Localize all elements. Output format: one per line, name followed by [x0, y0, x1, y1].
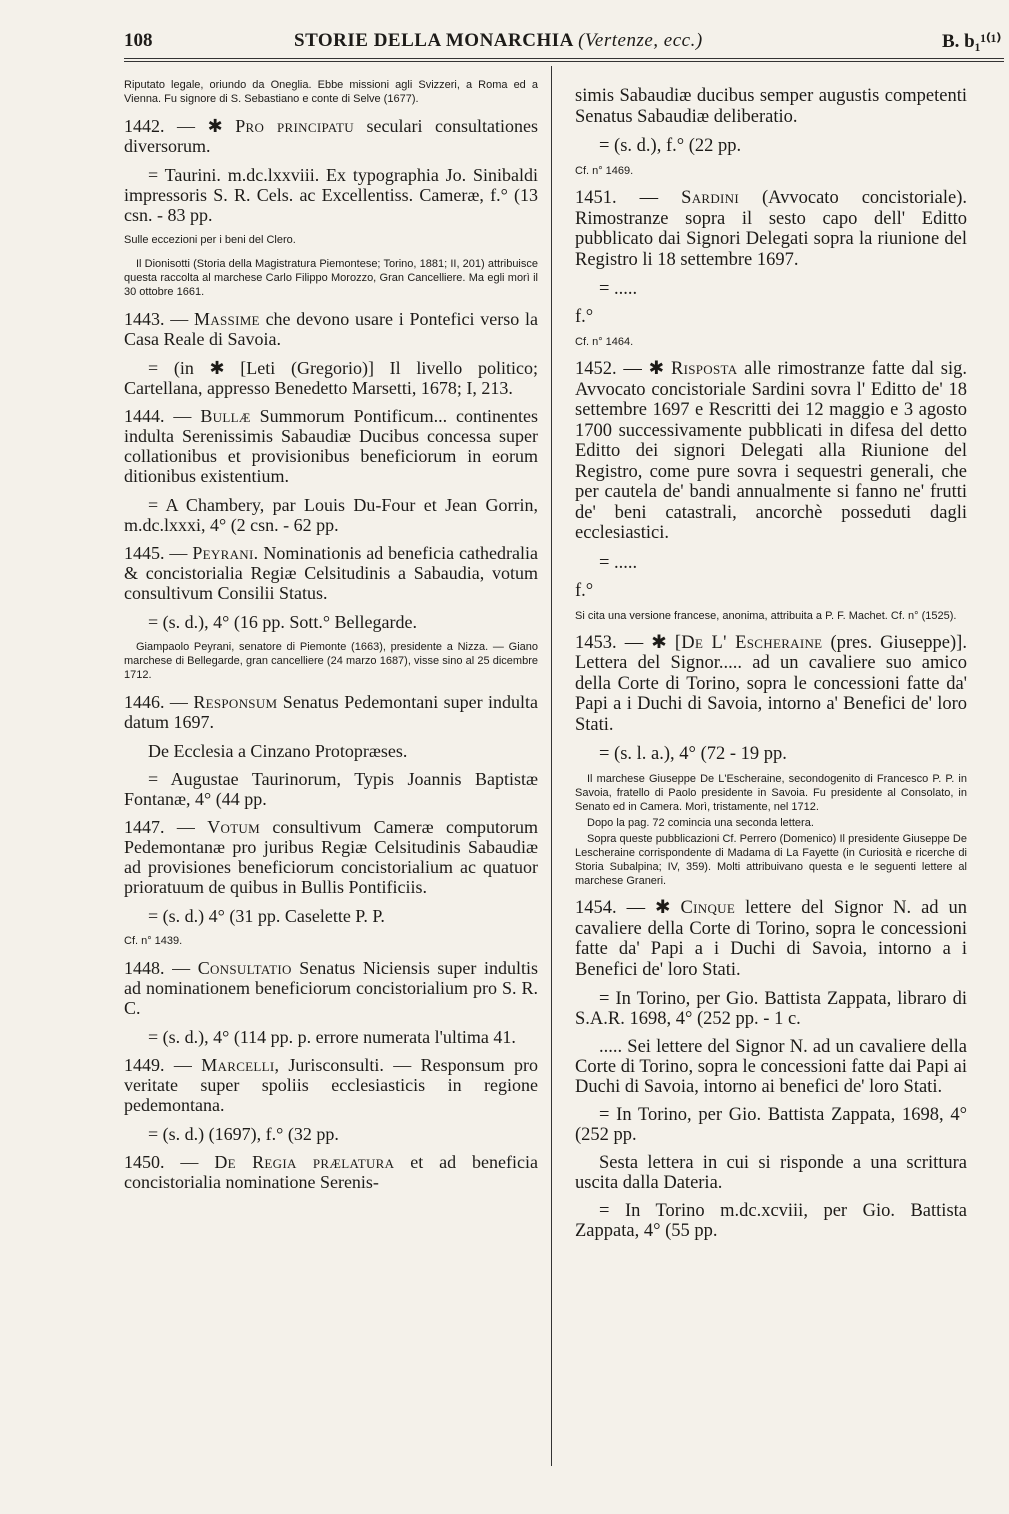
running-title: STORIE DELLA MONARCHIA (Vertenze, ecc.) — [294, 30, 703, 51]
entry-keyword: Bullæ — [200, 406, 251, 426]
entry-keyword: Peyrani. — [192, 543, 259, 563]
running-header — [124, 28, 1004, 56]
entry-1442: 1442. — ✱ Pro principatu seculari consultationes diversorum. = Taurini. m.dc.lxxviii. Ex typographia Jo. Sinibaldi impressoris S. R. Cels. ac Excellentiss. Cameræ, f.° (13 csn. - 83 pp. Sulle eccezioni per i beni del Clero. Il Dionisotti (Storia della Magistratura Piemontese; Torino, 1881; II, 201) attribuisce questa raccolta al marchese Carlo Filippo Morozzo, Gran Cancelliere. Ma egli morì il 30 ottobre 1661. — [124, 116, 539, 298]
entry-1444: 1444. — Bullæ Summorum Pontificum... continentes indulta Serenissimis Sabaudiæ Ducibus concessa super collationibus et provisionibus beneficiorum in eorum ditionibus existentium. = A Chambery, par Louis Du-Four et Jean Gorrin, m.dc.lxxxi, 4° (2 csn. - 62 pp. — [124, 406, 539, 535]
entry-1447: 1447. — Votum consultivum Cameræ computorum Pedemontanæ pro juribus Regiæ Celsitudinis Sabaudiæ ad provisiones beneficiorum concistorialium ac quatuor prioratuum de quibus in Bullis Pontificiis. = (s. d.) 4° (31 pp. Caselette P. P. Cf. n° 1439. — [124, 817, 538, 947]
note: Sopra queste pubblicazioni Cf. Perrero (Domenico) Il presidente Giuseppe De Lescheraine corrispondente di Madama di La Fayette (in Curiosità e ricerche di Storia Subalpina; IV, 359). Molti attribuivano questa e le seguenti lettere al marchese Graneri. — [575, 833, 967, 887]
entry-keyword: Sardini — [681, 188, 739, 208]
entry-1453: 1453. — ✱ [De L' Escheraine (pres. Giuseppe)]. Lettera del Signor..... ad un cavaliere suo amico della Corte di Torino, sopra le concessioni fatte da' Papi a i Duchi di Savoia, intorno a' Benefici de' loro Stati. = (s. l. a.), 4° (72 - 19 pp. Il marchese Giuseppe De L'Escheraine, secondogenito di Francesco P. P. in Savoia, fratello di Paolo presidente in Savoia. Fu presidente al Consolato, in Senato ed in Camera. Morì, tristamente, nel 1712. Dopo la pag. 72 comincia una seconda lettera. Sopra queste pubblicazioni Cf. Perrero (Domenico) Il presidente Giuseppe De Lescheraine corrispondente di Madama di La Fayette (in Curiosità e ricerche di Storia Subalpina; IV, 359). Molti attribuivano questa e le seguenti lettere al marchese Graneri. — [575, 632, 967, 887]
note: Sulle eccezioni per i beni del Clero. — [124, 234, 296, 246]
imprint: = (s. d.), 4° (16 pp. Sott.° Bellegarde. — [148, 612, 418, 632]
entry-keyword: Votum — [207, 817, 260, 837]
imprint: = (s. d.), f.° (22 pp. — [599, 136, 742, 156]
imprint: f.° — [575, 580, 594, 601]
entry-1454: 1454. — ✱ Cinque lettere del Signor N. ad un cavaliere della Corte di Torino, sopra le concessioni fatte da' Papi a i Duchi di Savoia, intorno a i Benefici de' loro Stati. = In Torino, per Gio. Battista Zappata, libraro di S.A.R. 1698, 4° (252 pp. - 1 c. ..... Sei lettere del Signor N. ad un cavaliere della Corte di Torino, sopra le concessioni fatte dai Papi ai Duchi di Savoia, intorno ai benefici de' loro Stati. = In Torino, per Gio. Battista Zappata, 1698, 4° (252 pp. Sesta lettera in cui si risponde a una scrittura uscita dalla Dateria. = In Torino m.dc.xcviii, per Gio. Battista Zappata, 4° (55 pp. — [575, 898, 967, 1241]
entry-1448: 1448. — Consultatio Senatus Niciensis super indultis ad nominationem beneficiorum concistorialium pro S. R. C. = (s. d.), 4° (114 pp. p. errore numerata l'ultima 41. — [124, 958, 539, 1047]
imprint: = In Torino, per Gio. Battista Zappata, 1698, 4° (252 pp. — [575, 1105, 967, 1145]
imprint: = ..... — [599, 279, 638, 299]
imprint: = ..... — [599, 552, 638, 573]
entry-keyword: Marcelli — [201, 1055, 275, 1075]
imprint: = A Chambery, par Louis Du-Four et Jean Gorrin, m.dc.lxxxi, 4° (2 csn. - 62 pp. — [124, 495, 538, 535]
header-rule — [124, 58, 1004, 59]
entry-1449: 1449. — Marcelli, Jurisconsulti. — Responsum pro veritate super spoliis ecclesiasticis in regione pedemontana. = (s. d.) (1697), f.° (32 pp. — [124, 1055, 538, 1144]
entry-1446: 1446. — Responsum Senatus Pedemontani super indulta datum 1697. De Ecclesia a Cinzano Protopræses. = Augustae Taurinorum, Typis Joannis Baptistæ Fontanæ, 4° (44 pp. — [124, 692, 538, 809]
entry-1443: 1443. — Massime che devono usare i Pontefici verso la Casa Reale di Savoia. = (in ✱ [Leti (Gregorio)] Il livello politico; Cartellana, appresso Benedetto Marsetti, 1678; I, 213. — [124, 309, 538, 398]
entry-keyword: Cinque — [680, 898, 736, 918]
imprint: = (s. d.) (1697), f.° (32 pp. — [148, 1124, 339, 1144]
entry-keyword: Consultatio — [197, 958, 292, 978]
running-subtitle: (Vertenze, ecc.) — [578, 30, 703, 51]
entry-keyword: Responsum — [193, 692, 278, 712]
entry-keyword: Massime — [194, 309, 260, 329]
entry-1445: 1445. — Peyrani. Nominationis ad beneficia cathedralia & concistorialia Regiæ Celsitudinis a Sabaudia, votum consultivum Consilii Status. = (s. d.), 4° (16 pp. Sott.° Bellegarde. Giampaolo Peyrani, senatore di Piemonte (1663), presidente a Nizza. — Giano marchese di Bellegarde, gran cancelliere (24 marzo 1687), visse sino al 25 dicembre 1712. — [124, 543, 538, 681]
entry-1450: 1450. — De Regia prælatura et ad beneficia concistorialia nominatione Serenis- — [124, 1152, 538, 1192]
note: Si cita una versione francese, anonima, attribuita a P. F. Machet. Cf. n° (1525). — [575, 609, 957, 622]
entry-1450-continued: simis Sabaudiæ ducibus semper augustis competenti Senatus Sabaudiæ deliberatio. = (s. d.), f.° (22 pp. Cf. n° 1469. — [575, 86, 967, 177]
column-divider — [551, 66, 552, 1466]
note: Dopo la pag. 72 comincia una seconda lettera. — [587, 817, 814, 829]
imprint: = (s. d.), 4° (114 pp. p. errore numerata l'ultima 41. — [148, 1027, 516, 1047]
header-rule-thin — [124, 61, 1004, 62]
page-number: 108 — [124, 30, 153, 51]
note: Cf. n° 1439. — [124, 935, 183, 947]
entry-1451: 1451. — Sardini (Avvocato concistoriale). Rimostranze sopra il sesto capo dell' Editto pubblicato dai Signori Delegati sopra la riunione del Registro li 18 settembre 1697. = ..... f.° Cf. n° 1464. — [575, 188, 967, 348]
left-column — [124, 66, 538, 1201]
imprint: = (in ✱ [Leti (Gregorio)] Il livello politico; Cartellana, appresso Benedetto Marsetti, 1678; I, 213. — [124, 358, 538, 398]
entry-keyword: Risposta — [670, 359, 738, 379]
imprint: f.° — [575, 307, 594, 327]
imprint: ..... Sei lettere del Signor N. ad un cavaliere della Corte di Torino, sopra le concessioni fatte dai Papi ai Duchi di Savoia, intorno ai benefici de' loro Stati. — [575, 1037, 967, 1097]
imprint: Sesta lettera in cui si risponde a una scrittura uscita dalla Dateria. — [575, 1153, 967, 1193]
imprint: De Ecclesia a Cinzano Protopræses. — [148, 741, 408, 761]
imprint: = Augustae Taurinorum, Typis Joannis Baptistæ Fontanæ, 4° (44 pp. — [124, 769, 538, 809]
note: Il Dionisotti (Storia della Magistratura Piemontese; Torino, 1881; II, 201) attribuisce questa raccolta al marchese Carlo Filippo Morozzo, Gran Cancelliere. Ma egli morì il 30 ottobre 1661. — [124, 258, 538, 298]
entry-keyword: Pro principatu — [235, 116, 354, 136]
imprint: = Taurini. m.dc.lxxviii. Ex typographia Jo. Sinibaldi impressoris S. R. Cels. ac Excellentiss. Cameræ, f.° (13 csn. - 83 pp. — [124, 165, 538, 225]
entry-1452: 1452. — ✱ Risposta alle rimostranze fatte dal sig. Avvocato concistoriale Sardini sovra l' Editto de' 18 settembre 1697 e Rescritti dei 12 maggio e 3 agosto 1700 successivamente pubblicati in difesa del detto Editto dei signori Delegati alla Riunione del Registro, come pure sovra i sequestri generali, che per cautela de' bandi annualmente si fanno ne' frutti de' beni catastrali, ancorchè posseduti dagli ecclesiastici. = ..... f.° Si cita una versione francese, anonima, attribuita a P. F. Machet. Cf. n° (1525). — [575, 359, 967, 622]
imprint: = In Torino, per Gio. Battista Zappata, libraro di S.A.R. 1698, 4° (252 pp. - 1 c. — [575, 989, 967, 1029]
entry-keyword: De Regia prælatura — [214, 1152, 395, 1172]
imprint: = (s. l. a.), 4° (72 - 19 pp. — [599, 744, 787, 764]
note: Il marchese Giuseppe De L'Escheraine, secondogenito di Francesco P. P. in Savoia, fratello di Paolo presidente in Savoia. Fu presidente al Consolato, in Senato ed in Camera. Morì, tristamente, nel 1712. — [575, 773, 967, 813]
note: Cf. n° 1464. — [575, 336, 634, 348]
note: Riputato legale, oriundo da Oneglia. Ebbe missioni agli Svizzeri, a Roma ed a Vienna. Fu signore di S. Sebastiano e conte di Selve (1677). — [124, 79, 538, 105]
imprint: = (s. d.) 4° (31 pp. Caselette P. P. — [148, 906, 385, 926]
entry-keyword: [De L' Escheraine — [674, 632, 823, 653]
right-column — [575, 66, 967, 1249]
imprint: = In Torino m.dc.xcviii, per Gio. Battista Zappata, 4° (55 pp. — [575, 1201, 967, 1241]
note: Cf. n° 1469. — [575, 165, 634, 177]
note: Giampaolo Peyrani, senatore di Piemonte (1663), presidente a Nizza. — Giano marchese di Bellegarde, gran cancelliere (24 marzo 1687), visse sino al 25 dicembre 1712. — [124, 641, 538, 681]
signature-mark: B. b₁¹⁽¹⁾ — [942, 31, 1002, 52]
